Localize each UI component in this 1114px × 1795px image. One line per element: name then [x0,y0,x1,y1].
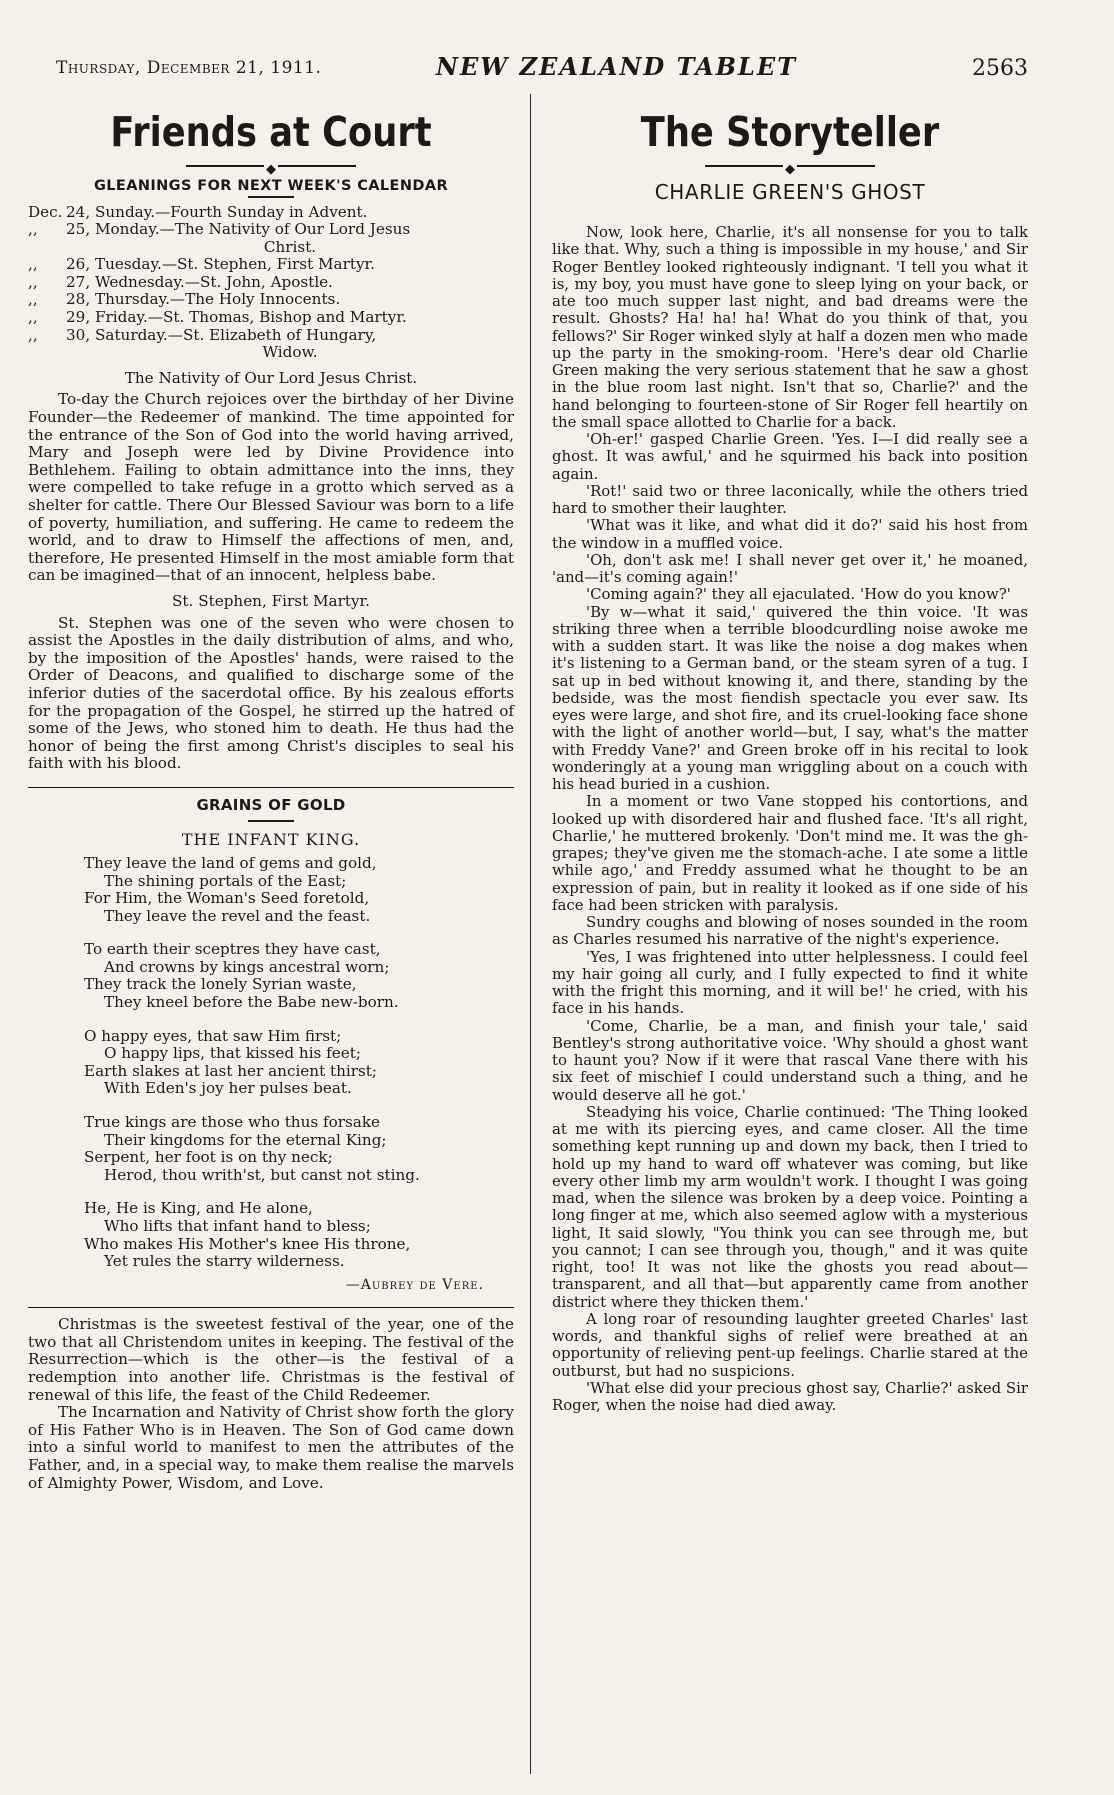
nativity-heading: The Nativity of Our Lord Jesus Christ. [124,368,418,387]
poem-stanza: He, He is King, and He alone, Who lifts that infant hand to bless; Who makes His Mother's knee His throne, Yet rules the starry wilderness. [84,1199,411,1271]
issue-date: Thursday, December 21, 1911. [56,58,322,78]
left-column [28,98,514,1492]
grains-of-gold-heading: GRAINS OF GOLD [196,796,346,815]
calendar-entry: ,, 26, Tuesday.—St. Stephen, First Martyr. [28,255,375,274]
story-paragraph: A long roar of resounding laughter greeted Charles' last words, and thankful sighs of relief were breathed at an opportunity of relieving pent-up feelings. Charlie stared at the outburst, but had no suspicions. [552,1309,1028,1380]
storyteller-title: The Storyteller [640,108,940,156]
story-paragraph: 'Coming again?' they all ejaculated. 'How do you know?' [586,585,1011,604]
right-column [552,98,1028,1414]
section-divider [28,787,514,789]
calendar-entry: ,, 28, Thursday.—The Holy Innocents. [28,290,341,309]
story-paragraph: In a moment or two Vane stopped his contortions, and looked up with disordered hair and flushed face. 'It's all right, Charlie,' he muttered brokenly. 'Don't mind me. It was the gh-grapes; they've given me the stomach-ache. I ate some a little while ago,' and Freddy assumed what he thought to be an expression of pain, but in reality it looked as if one side of his face had been stricken with paralysis. [552,792,1028,914]
poem-author: —Aubrey de Vere. [345,1276,484,1293]
christmas-paragraph: The Incarnation and Nativity of Christ show forth the glory of His Father Who is in Heaven. The Son of God came down into a sinful world to manifest to men the attributes of the Father, and, in a special way, to make them realise the marvels of Almighty Power, Wisdom, and Love. [28,1403,514,1492]
poem-stanza: True kings are those who thus forsake Their kingdoms for the eternal King; Serpent, her foot is on thy neck; Herod, thou writh'st, but canst not sting. [84,1113,420,1184]
column-divider [530,94,531,1774]
story-paragraph: 'Yes, I was frightened into utter helplessness. I could feel my hair going all curly, and I fully expected to find it white with the fright this morning, and it will be!' he cried, with his face in his hands. [552,947,1028,1018]
stephen-heading: St. Stephen, First Martyr. [172,591,370,610]
story-paragraph: 'Come, Charlie, be a man, and finish your tale,' said Bentley's strong authoritative voice. 'Why should a ghost want to haunt you? Now if it were that rascal Vane there with his six feet of mischief I could understand such a thing, and he would deserve all he got.' [552,1016,1028,1104]
calendar-heading: GLEANINGS FOR NEXT WEEK'S CALENDAR [93,178,449,194]
story-paragraph: 'By w—what it said,' quivered the thin voice. 'It was striking three when a terrible bloodcurdling noise awoke me with a sudden start. It was like the noise a dog makes when it's listening to a German band, or the steam syren of a tug. I sat up in bed without knowing it, and there, standing by the bedside, was the most fiendish spectacle you ever saw. Its eyes were large, and shot fire, and its cruel-looking face shone with the light of another world—but, I say, what's the matter with Freddy Vane?' and Green broke off in his recital to look wonderingly at a young man wriggling about on a couch with his head buried in a cushion. [552,602,1028,793]
story-paragraph: 'What was it like, and what did it do?' said his host from the window in a muffled voice. [552,516,1028,552]
masthead: NEW ZEALAND TABLET [436,52,798,81]
calendar-list [28,204,514,362]
story-paragraph: 'Oh, don't ask me! I shall never get over it,' he moaned, 'and—it's coming again!' [552,550,1028,586]
calendar-entry: ,, 29, Friday.—St. Thomas, Bishop and Martyr. [28,308,407,327]
story-title: CHARLIE GREEN'S GHOST [654,180,926,204]
page-number: 2563 [972,56,1028,81]
story-paragraph: Now, look here, Charlie, it's all nonsense for you to talk like that. Why, such a thing is impossible in my house,' and Sir Roger Bentley looked righteously indignant. 'I tell you what it is, my boy, you must have gone to sleep lying on your back, or ate too much supper last night, and bad dreams were the result. Ghosts? Ha! ha! ha! What do you think of that, you fellows?' Sir Roger winked slyly at half a dozen men who made up the party in the smoking-room. 'Here's dear old Charlie Green making the very serious statement that he saw a ghost in the blue room last night. Isn't that so, Charlie?' and the hand belonging to fourteen-stone of Sir Roger fell heartily on the small space allotted to Charlie for a back. [552,223,1028,431]
stephen-text: St. Stephen was one of the seven who were chosen to assist the Apostles in the daily distribution of alms, and who, by the imposition of the Apostles' hands, were raised to the Order of Deacons, and qualified to discharge some of the inferior duties of the sacerdotal office. By his zealous efforts for the propagation of the Gospel, he stirred up the hatred of some of the Jews, who stoned him to death. He thus had the honor of being the first among Christ's disciples to seal his faith with his blood. [28,613,514,773]
calendar-entry: ,, 30, Saturday.—St. Elizabeth of Hungary, Widow. [28,325,377,362]
calendar-entry: ,, 27, Wednesday.—St. John, Apostle. [28,272,333,291]
nativity-text: To-day the Church rejoices over the birthday of her Divine Founder—the Redeemer of mankind. The time appointed for the entrance of the Son of God into the world having arrived, Mary and Joseph were led by Divine Providence into Bethlehem. Failing to obtain admittance into the inns, they were compelled to take refuge in a grotto which served as a shelter for cattle. There Our Blessed Saviour was born to a life of poverty, humiliation, and suffering. He came to redeem the world, and to draw to Himself the affections of men, and, therefore, He presented Himself in the most amiable form that can be imagined—that of an innocent, helpless babe. [28,390,514,585]
calendar-entry: ,, 25, Monday.—The Nativity of Our Lord Jesus Christ. [28,220,411,256]
story-paragraph: 'Rot!' said two or three laconically, while the others tried hard to smother their laughter. [552,481,1028,517]
christmas-paragraph: Christmas is the sweetest festival of the year, one of the two that all Christendom unites in keeping. The festival of the Resurrection—which is the other—is the festival of a redemption into another life. Christmas is the festival of renewal of this life, the feast of the Child Redeemer. [28,1315,514,1404]
page-header [38,52,1028,86]
ornament-rule: ◆ [186,158,356,172]
divider [248,820,294,822]
friends-at-court-title: Friends at Court [110,108,432,156]
story-paragraph: Sundry coughs and blowing of noses sounded in the room as Charles resumed his narrative of the night's experience. [552,913,1028,949]
section-divider [28,1307,514,1309]
divider [248,196,294,198]
story-paragraph: Steadying his voice, Charlie continued: 'The Thing looked at me with its piercing eyes, and came closer. All the time something kept running up and down my back, then I tried to hold up my hand to ward off whatever was coming, but like every other limb my arm wouldn't work. I thought I was going mad, when the silence was broken by a deep voice. Pointing a long finger at me, which also seemed aglow with a mysterious light, It said slowly, "You think you can see through me, but you cannot; I can see through you, though," and it was quite right, too! It was not like the ghosts you read about—transparent, and all that—but apparently came from another district where they thicken them.' [552,1102,1028,1311]
poem-stanza: O happy eyes, that saw Him first; O happy lips, that kissed his feet; Earth slakes at last her ancient thirst; With Eden's joy her pulses beat. [84,1026,378,1098]
calendar-entry: Dec. 24, Sunday.—Fourth Sunday in Advent. [28,202,368,221]
ornament-rule: ◆ [705,158,875,172]
story-paragraph: 'Oh-er!' gasped Charlie Green. 'Yes. I—I did really see a ghost. It was awful,' and he squirmed his back into position again. [552,430,1028,483]
poem-stanza: They leave the land of gems and gold, The shining portals of the East; For Him, the Woman's Seed foretold, They leave the revel and the feast. [84,853,377,925]
story-paragraph: 'What else did your precious ghost say, Charlie?' asked Sir Roger, when the noise had died away. [552,1378,1028,1414]
poem-title: THE INFANT KING. [181,829,361,849]
poem-stanza: To earth their sceptres they have cast, And crowns by kings ancestral worn; They track the lonely Syrian waste, They kneel before the Babe new-born. [84,940,399,1012]
